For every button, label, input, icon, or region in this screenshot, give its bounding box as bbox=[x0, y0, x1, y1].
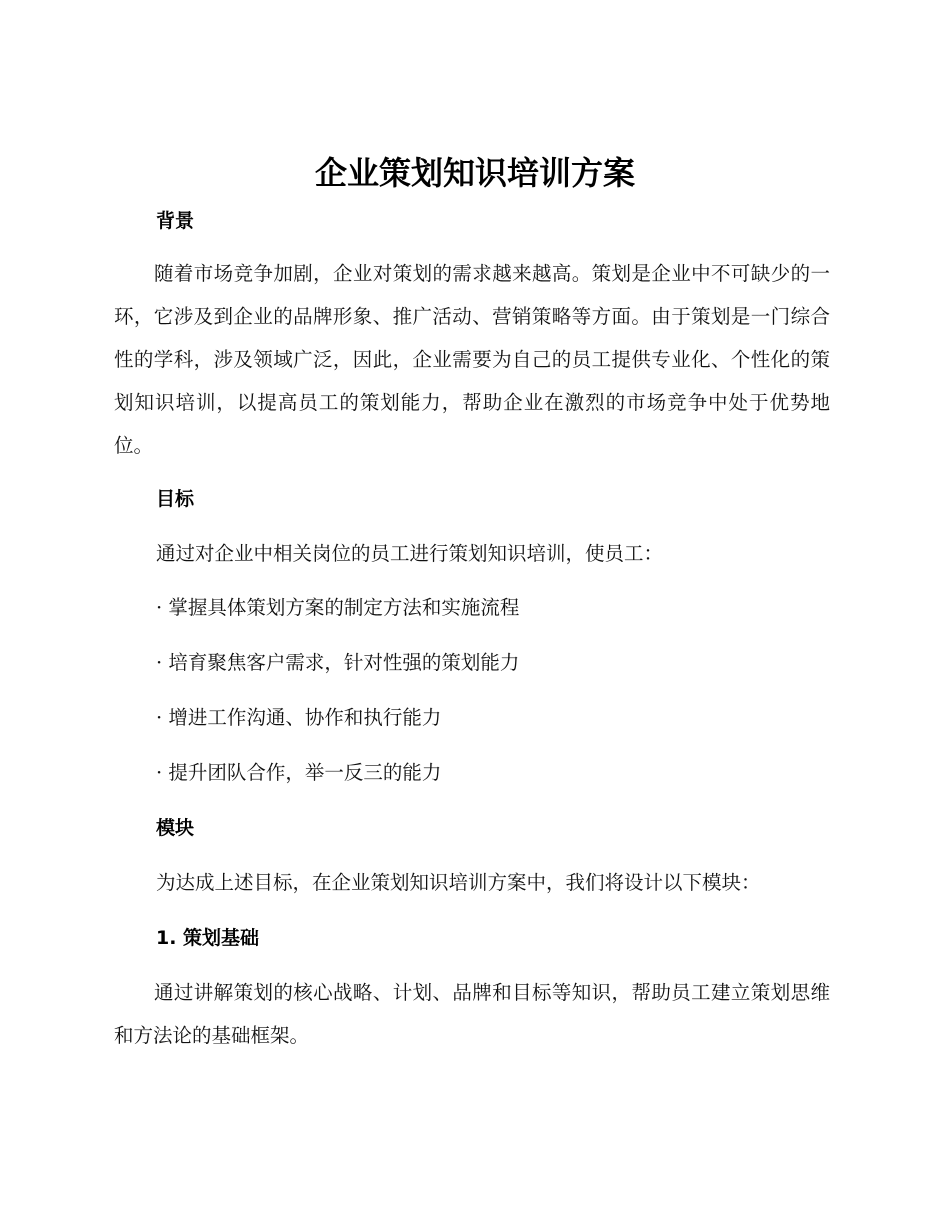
background-paragraph: 随着市场竞争加剧，企业对策划的需求越来越高。策划是企业中不可缺少的一环，它涉及到企业的品牌形象、推广活动、营销策略等方面。由于策划是一门综合性的学科，涉及领域广泛，因此，企业需要为自己的员工提供专业化、个性化的策划知识培训，以提高员工的策划能力，帮助企业在激烈的市场竞争中处于优势地位。 bbox=[114, 262, 830, 457]
goal-item: · 增进工作沟通、协作和执行能力 bbox=[156, 706, 442, 729]
goals-intro: 通过对企业中相关岗位的员工进行策划知识培训，使员工： bbox=[156, 542, 664, 565]
section-heading-goals: 目标 bbox=[156, 488, 195, 510]
document-title: 企业策划知识培训方案 bbox=[314, 154, 635, 192]
modules-intro: 为达成上述目标，在企业策划知识培训方案中，我们将设计以下模块： bbox=[156, 871, 761, 894]
section-heading-background: 背景 bbox=[156, 210, 195, 232]
goal-item: · 培育聚焦客户需求，针对性强的策划能力 bbox=[156, 651, 520, 674]
goal-item: · 掌握具体策划方案的制定方法和实施流程 bbox=[156, 596, 520, 619]
module-heading-basics: 1. 策划基础 bbox=[156, 927, 260, 949]
section-heading-modules: 模块 bbox=[156, 817, 195, 839]
module-basics-paragraph: 通过讲解策划的核心战略、计划、品牌和目标等知识，帮助员工建立策划思维和方法论的基础框架。 bbox=[114, 981, 830, 1047]
goal-item: · 提升团队合作，举一反三的能力 bbox=[156, 761, 442, 784]
